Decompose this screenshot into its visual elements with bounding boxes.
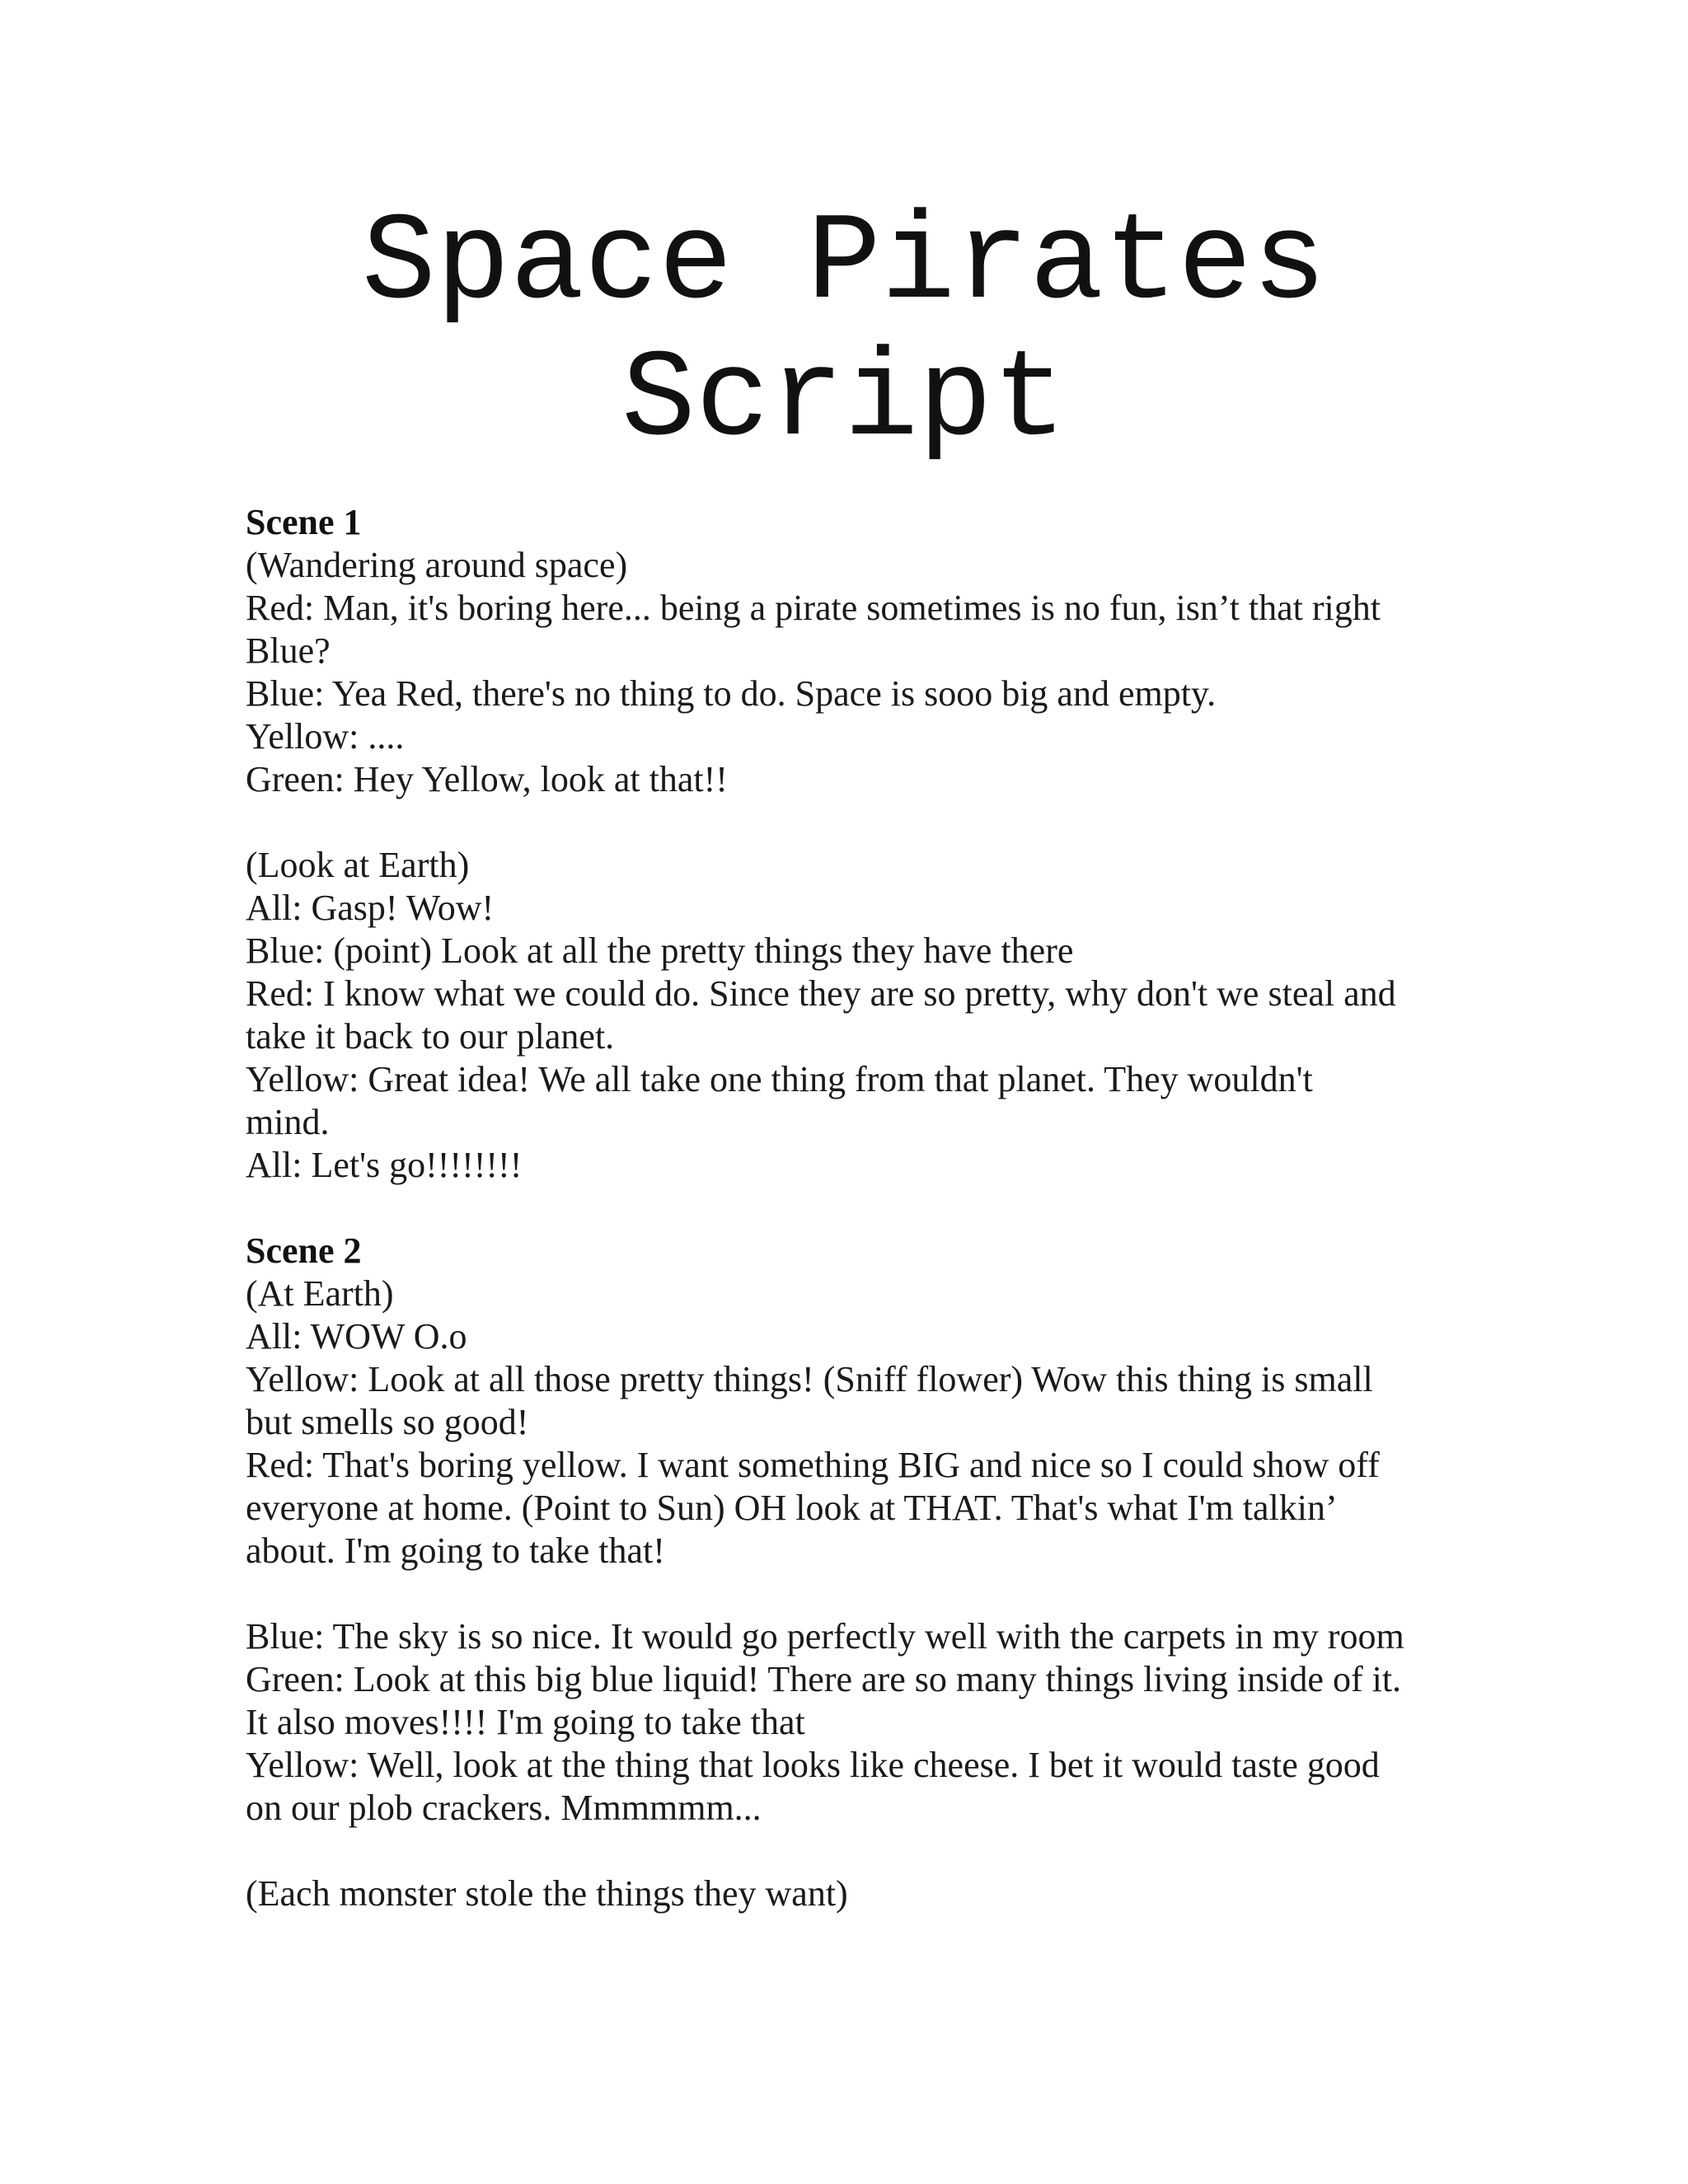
script-line: take it back to our planet. <box>246 1016 615 1057</box>
script-line: Blue: Yea Red, there's no thing to do. Space is sooo big and empty. <box>246 673 1217 714</box>
script-line: All: Let's go!!!!!!!! <box>246 1145 523 1185</box>
script-line: (Look at Earth) <box>246 845 470 885</box>
scene-heading: Scene 1 <box>246 502 362 542</box>
title-line-2: Script <box>621 331 1067 471</box>
script-line: Yellow: Look at all those pretty things! (Sniff flower) Wow this thing is small <box>246 1359 1373 1399</box>
paragraph-gap <box>246 1187 1457 1230</box>
script-line: mind. <box>246 1102 330 1142</box>
script-line: Red: Man, it's boring here... being a pirate sometimes is no fun, isn’t that right <box>246 588 1381 628</box>
script-line: All: WOW O.o <box>246 1316 467 1357</box>
paragraph-gap <box>246 801 1457 844</box>
scene-2 <box>246 1230 1457 1915</box>
script-line: Yellow: .... <box>246 716 405 757</box>
script-line: Blue: The sky is so nice. It would go perfectly well with the carpets in my room <box>246 1616 1404 1657</box>
script-line: It also moves!!!! I'm going to take that <box>246 1702 805 1742</box>
document-title <box>0 196 1688 470</box>
script-line: Green: Hey Yellow, look at that!! <box>246 759 728 799</box>
script-line: Yellow: Well, look at the thing that looks like cheese. I bet it would taste good <box>246 1745 1380 1785</box>
script-line: Green: Look at this big blue liquid! There are so many things living inside of it. <box>246 1659 1402 1699</box>
scene-1 <box>246 501 1457 1187</box>
script-line: Blue? <box>246 630 331 671</box>
script-line: (Each monster stole the things they want) <box>246 1873 848 1914</box>
script-body <box>246 501 1457 1915</box>
script-line: Red: I know what we could do. Since they are so pretty, why don't we steal and <box>246 973 1396 1014</box>
paragraph-gap <box>246 1830 1457 1872</box>
title-line-1: Space Pirates <box>361 194 1327 335</box>
script-line: All: Gasp! Wow! <box>246 888 495 928</box>
script-line: but smells so good! <box>246 1402 529 1442</box>
script-line: on our plob crackers. Mmmmmm... <box>246 1788 762 1828</box>
script-line: everyone at home. (Point to Sun) OH look at THAT. That's what I'm talkin’ <box>246 1488 1338 1528</box>
script-line: Red: That's boring yellow. I want something BIG and nice so I could show off <box>246 1445 1380 1485</box>
scene-heading: Scene 2 <box>246 1230 362 1271</box>
paragraph-gap <box>246 1572 1457 1615</box>
script-line: about. I'm going to take that! <box>246 1530 665 1571</box>
script-line: (At Earth) <box>246 1273 394 1314</box>
script-line: (Wandering around space) <box>246 545 628 585</box>
script-line: Blue: (point) Look at all the pretty things they have there <box>246 930 1074 971</box>
script-line: Yellow: Great idea! We all take one thing from that planet. They wouldn't <box>246 1059 1313 1099</box>
